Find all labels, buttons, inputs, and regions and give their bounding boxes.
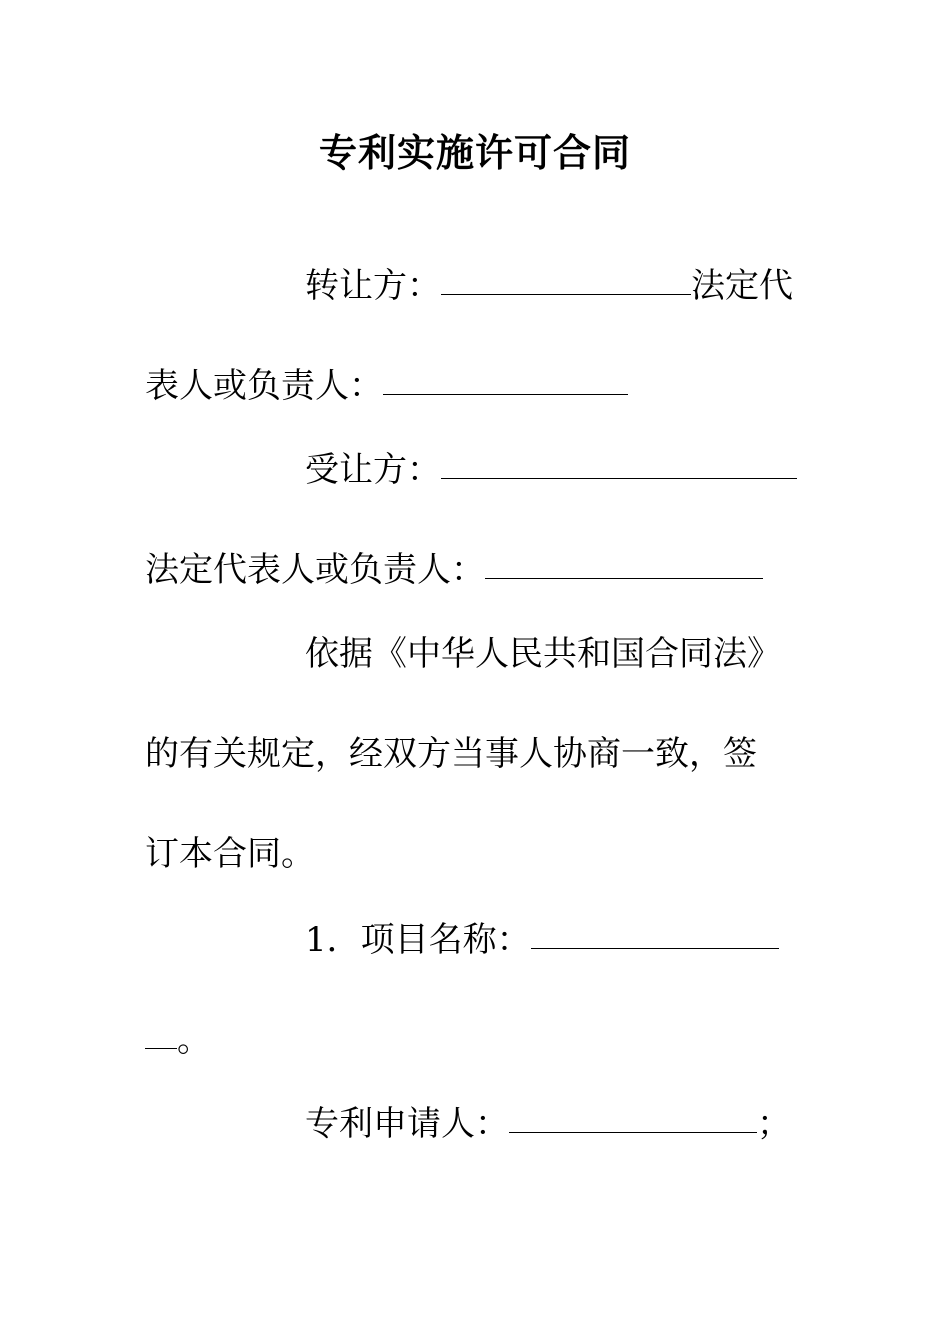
transferee-rep-blank xyxy=(485,548,763,579)
transferee-rep-line xyxy=(145,550,763,590)
item1-label: 1．项目名称： xyxy=(305,920,531,960)
transferor-rep-line xyxy=(145,366,628,406)
item1-line xyxy=(305,920,779,960)
transferor-rep-label: 表人或负责人： xyxy=(145,366,383,406)
applicant-tail: ； xyxy=(757,1104,791,1144)
item1-blank xyxy=(531,918,779,949)
applicant-label: 专利申请人： xyxy=(305,1104,509,1144)
transferee-rep-label: 法定代表人或负责人： xyxy=(145,550,485,590)
transferee-label: 受让方： xyxy=(305,450,441,490)
transferor-line xyxy=(305,266,793,306)
item1-continuation xyxy=(145,1020,211,1060)
basis-line-1: 依据《中华人民共和国合同法》 xyxy=(305,634,781,674)
transferor-blank xyxy=(441,264,691,295)
applicant-line xyxy=(305,1104,791,1144)
transferor-label: 转让方： xyxy=(305,266,441,306)
item1-blank-continued xyxy=(145,1018,177,1049)
applicant-blank xyxy=(509,1102,757,1133)
transferor-rep-tail: 法定代 xyxy=(691,266,793,306)
basis-line-3: 订本合同。 xyxy=(145,834,315,874)
item1-tail: 。 xyxy=(177,1020,211,1060)
transferor-rep-blank xyxy=(383,364,628,395)
transferee-blank xyxy=(441,448,797,479)
basis-line-2: 的有关规定，经双方当事人协商一致，签 xyxy=(145,734,757,774)
transferee-line xyxy=(305,450,797,490)
document-title: 专利实施许可合同 xyxy=(318,130,631,175)
